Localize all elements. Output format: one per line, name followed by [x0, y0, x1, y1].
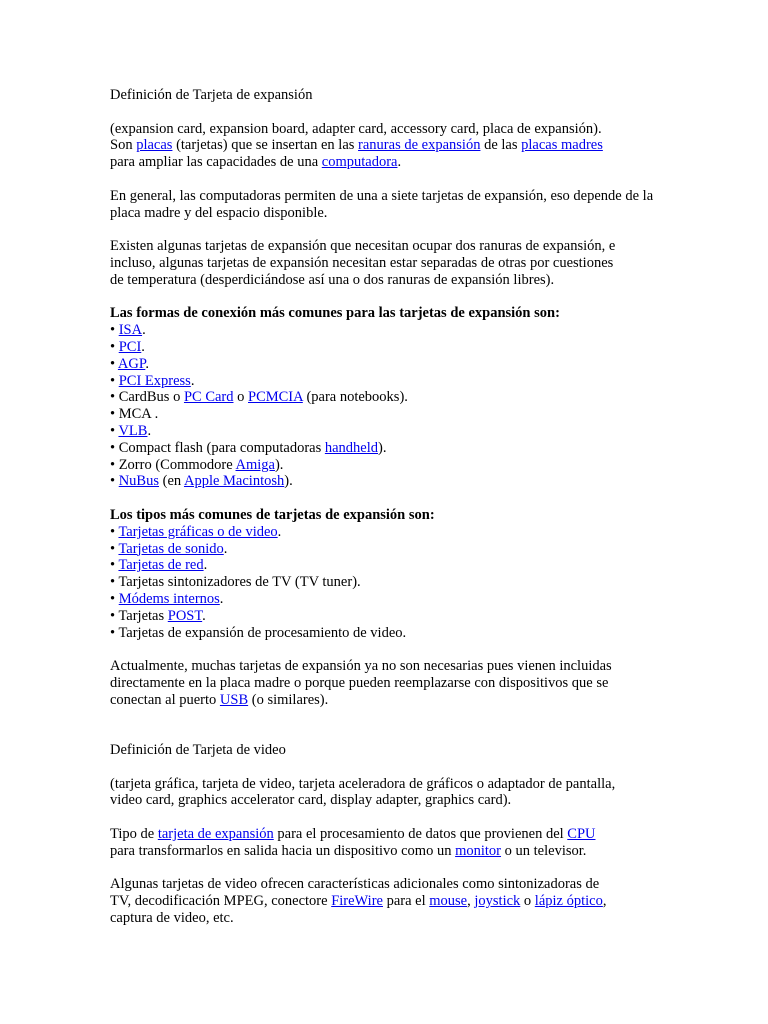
link-monitor[interactable]: monitor — [455, 842, 502, 859]
expansion-card-definition-line2: para ampliar las capacidades de una computadora. — [110, 154, 402, 171]
link-nubus[interactable]: NuBus — [118, 473, 159, 490]
list-item-pci: • PCI. — [110, 338, 145, 355]
list-item-graficas: • Tarjetas gráficas o de video. — [110, 523, 282, 540]
connections-heading: Las formas de conexión más comunes para las tarjetas de expansión son: — [110, 305, 560, 322]
section-title-video-card: Definición de Tarjeta de video — [110, 742, 286, 759]
link-mouse[interactable]: mouse — [429, 893, 468, 910]
link-joystick[interactable]: joystick — [474, 893, 521, 910]
video-card-synonyms-line1: (tarjeta gráfica, tarjeta de video, tarjeta aceleradora de gráficos o adaptador de pantalla, — [110, 775, 616, 792]
link-placas[interactable]: placas — [136, 137, 173, 154]
link-tarjeta-de-expansion[interactable]: tarjeta de expansión — [157, 826, 274, 843]
section-title-expansion-card: Definición de Tarjeta de expansión — [110, 87, 313, 103]
link-apple-macintosh[interactable]: Apple Macintosh — [183, 473, 285, 490]
list-item-procesamiento-video: • Tarjetas de expansión de procesamiento de video. — [110, 624, 407, 641]
video-card-synonyms-line2: video card, graphics accelerator card, display adapter, graphics card). — [110, 792, 512, 809]
link-cpu[interactable]: CPU — [567, 826, 596, 843]
paragraph-existen-line1: Existen algunas tarjetas de expansión que necesitan ocupar dos ranuras de expansión, e — [110, 238, 616, 255]
link-tarjetas-de-red[interactable]: Tarjetas de red — [118, 557, 204, 574]
paragraph-actualmente-line3: conectan al puerto USB (o similares). — [110, 691, 329, 708]
paragraph-algunas-line2: TV, decodificación MPEG, conectore FireWire para el mouse, joystick o lápiz óptico, — [110, 893, 607, 910]
link-placas-madres[interactable]: placas madres — [521, 137, 603, 154]
list-item-sonido: • Tarjetas de sonido. — [110, 540, 228, 557]
list-item-agp: • AGP. — [110, 355, 149, 372]
link-amiga[interactable]: Amiga — [235, 456, 275, 473]
list-item-zorro: • Zorro (Commodore Amiga). — [110, 456, 284, 473]
link-ranuras-de-expansion[interactable]: ranuras de expansión — [358, 137, 481, 154]
list-item-mca: • MCA . — [110, 406, 159, 423]
link-tarjetas-de-sonido[interactable]: Tarjetas de sonido — [118, 540, 224, 557]
paragraph-existen-line3: de temperatura (desperdiciándose así una o dos ranuras de expansión libres). — [110, 271, 555, 288]
link-modems-internos[interactable]: Módems internos — [118, 590, 220, 607]
list-item-post: • Tarjetas POST. — [110, 607, 206, 624]
link-post[interactable]: POST — [167, 607, 203, 624]
paragraph-actualmente-line1: Actualmente, muchas tarjetas de expansión ya no son necesarias pues vienen incluidas — [110, 658, 612, 675]
paragraph-algunas-line3: captura de video, etc. — [110, 910, 234, 927]
list-item-vlb: • VLB. — [110, 422, 152, 439]
link-tarjetas-graficas[interactable]: Tarjetas gráficas o de video — [118, 523, 278, 540]
list-item-tv-tuner: • Tarjetas sintonizadores de TV (TV tuner). — [110, 574, 361, 591]
link-vlb[interactable]: VLB — [118, 422, 148, 439]
link-usb[interactable]: USB — [219, 691, 249, 708]
expansion-card-synonyms: (expansion card, expansion board, adapter card, accessory card, placa de expansión). — [110, 120, 602, 137]
link-pci-express[interactable]: PCI Express — [118, 372, 191, 389]
paragraph-actualmente-line2: directamente en la placa madre o porque pueden reemplazarse con dispositivos que se — [110, 674, 609, 691]
list-item-cardbus: • CardBus o PC Card o PCMCIA (para notebooks). — [110, 389, 408, 406]
list-item-pci-express: • PCI Express. — [110, 372, 195, 389]
list-item-compact-flash: • Compact flash (para computadoras handheld). — [110, 439, 387, 456]
types-heading: Los tipos más comunes de tarjetas de expansión son: — [110, 506, 435, 523]
document-body — [110, 87, 670, 927]
list-item-red: • Tarjetas de red. — [110, 557, 208, 574]
video-card-definition-line1: Tipo de tarjeta de expansión para el procesamiento de datos que provienen del CPU — [110, 826, 596, 843]
link-agp[interactable]: AGP — [117, 355, 146, 372]
link-lapiz-optico[interactable]: lápiz óptico — [534, 893, 603, 910]
link-pcmcia[interactable]: PCMCIA — [248, 389, 303, 406]
link-computadora[interactable]: computadora — [321, 154, 398, 171]
paragraph-general: En general, las computadoras permiten de una a siete tarjetas de expansión, eso depende de la placa madre y del espacio disponible. — [110, 187, 654, 221]
link-pc-card[interactable]: PC Card — [183, 389, 234, 406]
paragraph-existen-line2: incluso, algunas tarjetas de expansión necesitan estar separadas de otras por cuestiones — [110, 254, 614, 271]
paragraph-algunas-line1: Algunas tarjetas de video ofrecen características adicionales como sintonizadoras de — [110, 876, 600, 893]
link-firewire[interactable]: FireWire — [331, 893, 383, 910]
list-item-modems: • Módems internos. — [110, 590, 224, 607]
link-isa[interactable]: ISA — [118, 322, 143, 339]
video-card-definition-line2: para transformarlos en salida hacia un dispositivo como un monitor o un televisor. — [110, 842, 587, 859]
expansion-card-definition-line1: Son placas (tarjetas) que se insertan en las ranuras de expansión de las placas madres — [110, 137, 603, 154]
link-handheld[interactable]: handheld — [324, 439, 379, 456]
list-item-isa: • ISA. — [110, 322, 146, 339]
link-pci[interactable]: PCI — [118, 338, 142, 355]
list-item-nubus: • NuBus (en Apple Macintosh). — [110, 473, 293, 490]
